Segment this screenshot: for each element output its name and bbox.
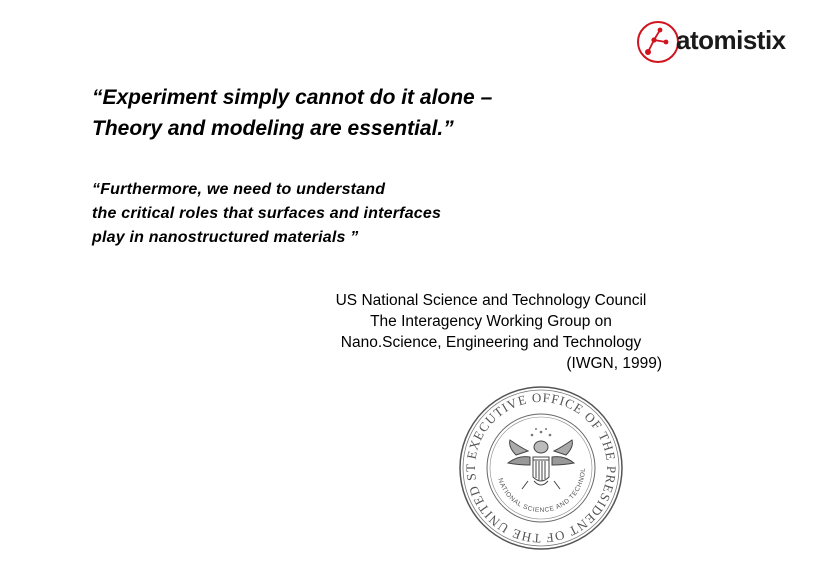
seal-inner-text: NATIONAL SCIENCE AND TECHNOL — [496, 467, 588, 515]
attribution — [300, 290, 682, 374]
attribution-line: US National Science and Technology Council — [335, 292, 647, 309]
sub-quote-line: the critical roles that surfaces and interfaces — [92, 205, 442, 222]
seal-graphic — [458, 385, 624, 551]
main-quote-line: “Experiment simply cannot do it alone – — [92, 86, 493, 109]
eagle-icon — [508, 440, 574, 489]
main-quote — [92, 82, 652, 144]
attribution-line: The Interagency Working Group on — [370, 313, 612, 330]
sub-quote-line: “Furthermore, we need to understand — [92, 181, 386, 198]
logo-text: atomistix — [676, 25, 786, 55]
attribution-line: Nano.Science, Engineering and Technology — [340, 334, 642, 351]
main-quote-line: Theory and modeling are essential.” — [92, 117, 454, 140]
atomistix-logo — [636, 18, 826, 68]
sub-quote-line: play in nanostructured materials ” — [92, 229, 359, 246]
attribution-year: (IWGN, 1999) — [566, 355, 662, 372]
presidential-seal — [458, 385, 624, 551]
sub-quote — [92, 178, 592, 250]
seal-outer-text: EXECUTIVE OFFICE OF THE PRESIDENT OF THE UNITED ST — [462, 389, 620, 547]
